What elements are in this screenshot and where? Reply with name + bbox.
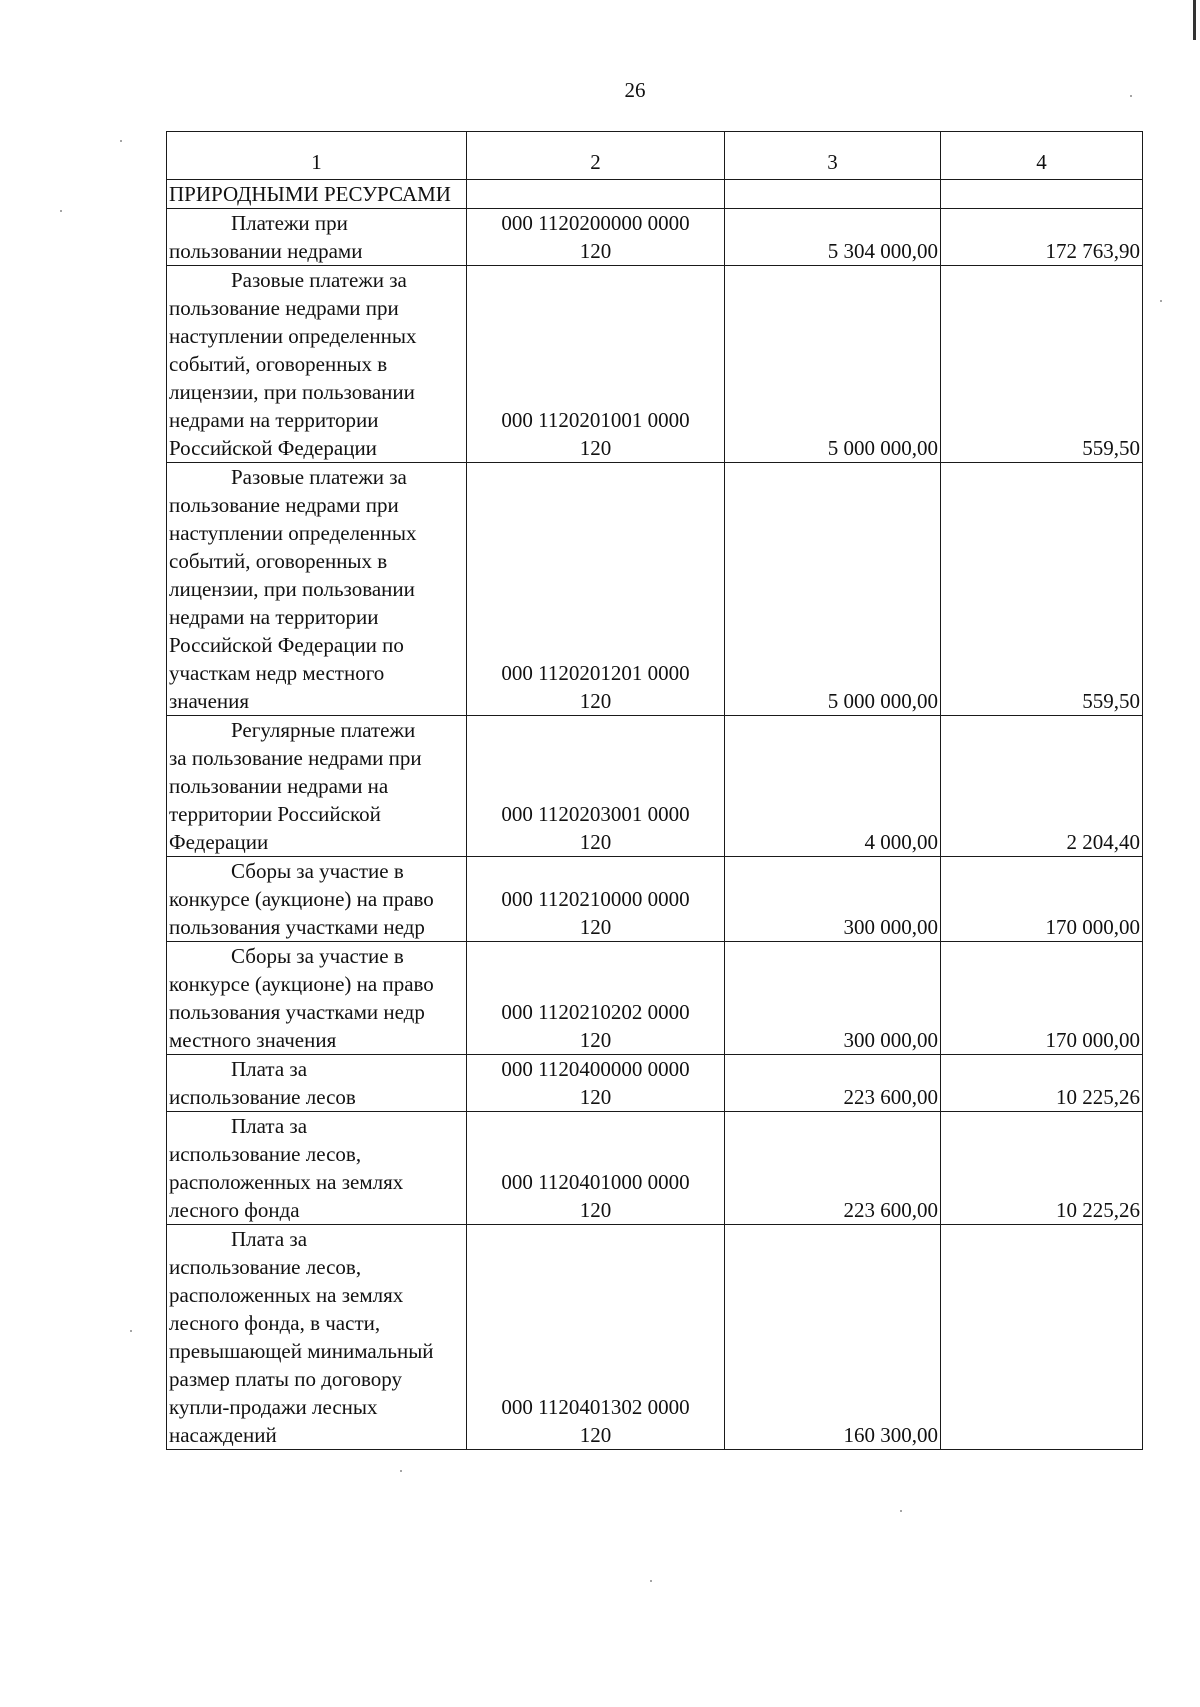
row-col3 xyxy=(725,180,941,209)
header-cell-1: 1 xyxy=(167,132,467,180)
row-col4: 172 763,90 xyxy=(941,209,1143,266)
row-col3: 5 304 000,00 xyxy=(725,209,941,266)
header-cell-4: 4 xyxy=(941,132,1143,180)
row-code xyxy=(467,180,725,209)
row-col4 xyxy=(941,180,1143,209)
row-name: Разовые платежи за пользование недрами при наступлении определенных событий, оговоренных в лицензии, при пользовании недрами на территории Российской Федерации по участкам недр местного значения xyxy=(167,463,467,716)
revenue-table xyxy=(166,131,1143,1450)
row-code: 000 1120200000 0000 120 xyxy=(467,209,725,266)
table-row xyxy=(167,463,1143,716)
table-row xyxy=(167,180,1143,209)
row-code: 000 1120401000 0000 120 xyxy=(467,1112,725,1225)
row-name: Платежи при пользовании недрами xyxy=(167,209,467,266)
page-number: 26 xyxy=(624,78,646,102)
scan-speck xyxy=(900,1510,902,1512)
table-row xyxy=(167,716,1143,857)
row-col3: 4 000,00 xyxy=(725,716,941,857)
row-col3: 223 600,00 xyxy=(725,1055,941,1112)
row-name: Регулярные платежи за пользование недрами при пользовании недрами на территории Российской Федерации xyxy=(167,716,467,857)
row-code: 000 1120400000 0000 120 xyxy=(467,1055,725,1112)
row-col4 xyxy=(941,1225,1143,1450)
scan-speck xyxy=(1130,95,1132,97)
row-name: ПРИРОДНЫМИ РЕСУРСАМИ xyxy=(167,180,467,209)
header-cell-3: 3 xyxy=(725,132,941,180)
row-col4: 559,50 xyxy=(941,266,1143,463)
row-code: 000 1120210000 0000 120 xyxy=(467,857,725,942)
row-col3: 5 000 000,00 xyxy=(725,463,941,716)
row-code: 000 1120201201 0000 120 xyxy=(467,463,725,716)
table-row xyxy=(167,209,1143,266)
row-code: 000 1120401302 0000 120 xyxy=(467,1225,725,1450)
row-col4: 170 000,00 xyxy=(941,857,1143,942)
row-col4: 170 000,00 xyxy=(941,942,1143,1055)
row-col4: 10 225,26 xyxy=(941,1112,1143,1225)
table-row xyxy=(167,1225,1143,1450)
scan-speck xyxy=(400,1470,402,1472)
row-code: 000 1120210202 0000 120 xyxy=(467,942,725,1055)
row-col3: 300 000,00 xyxy=(725,942,941,1055)
row-col3: 223 600,00 xyxy=(725,1112,941,1225)
table-header-row xyxy=(167,132,1143,180)
scan-speck xyxy=(130,1330,132,1332)
row-col3: 160 300,00 xyxy=(725,1225,941,1450)
scan-speck xyxy=(60,210,62,212)
table-row xyxy=(167,266,1143,463)
table-row xyxy=(167,1112,1143,1225)
row-name: Плата за использование лесов, расположенных на землях лесного фонда, в части, превышающей минимальный размер платы по договору купли-продажи лесных насаждений xyxy=(167,1225,467,1450)
row-name: Плата за использование лесов xyxy=(167,1055,467,1112)
row-name: Плата за использование лесов, расположенных на землях лесного фонда xyxy=(167,1112,467,1225)
table-row xyxy=(167,1055,1143,1112)
table-row xyxy=(167,942,1143,1055)
row-col4: 559,50 xyxy=(941,463,1143,716)
row-col4: 10 225,26 xyxy=(941,1055,1143,1112)
row-name: Сборы за участие в конкурсе (аукционе) на право пользования участками недр местного значения xyxy=(167,942,467,1055)
scan-speck xyxy=(120,140,122,142)
row-col4: 2 204,40 xyxy=(941,716,1143,857)
row-col3: 300 000,00 xyxy=(725,857,941,942)
scan-speck xyxy=(650,1580,652,1582)
row-code: 000 1120203001 0000 120 xyxy=(467,716,725,857)
header-cell-2: 2 xyxy=(467,132,725,180)
table-row xyxy=(167,857,1143,942)
scan-edge-mark xyxy=(1193,0,1196,40)
row-col3: 5 000 000,00 xyxy=(725,266,941,463)
row-name: Сборы за участие в конкурсе (аукционе) на право пользования участками недр xyxy=(167,857,467,942)
scan-speck xyxy=(1160,300,1162,302)
row-name: Разовые платежи за пользование недрами при наступлении определенных событий, оговоренных в лицензии, при пользовании недрами на территории Российской Федерации xyxy=(167,266,467,463)
row-code: 000 1120201001 0000 120 xyxy=(467,266,725,463)
